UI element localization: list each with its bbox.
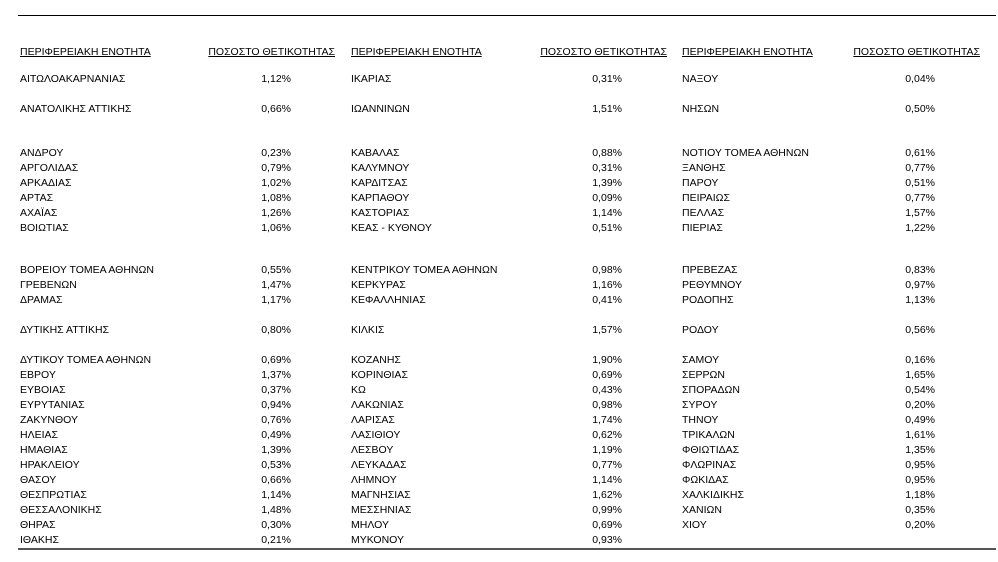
positivity-value: 1,62%	[592, 489, 622, 501]
positivity-value: 0,31%	[592, 73, 622, 85]
region-name: ΔΡΑΜΑΣ	[20, 294, 63, 306]
positivity-value: 1,48%	[261, 504, 291, 516]
region-name: ΛΗΜΝΟΥ	[351, 474, 397, 486]
region-name: ΣΥΡΟΥ	[682, 399, 718, 411]
positivity-value: 1,14%	[261, 489, 291, 501]
positivity-value: 1,35%	[905, 444, 935, 456]
positivity-value: 1,13%	[905, 294, 935, 306]
region-name: ΒΟΡΕΙΟΥ ΤΟΜΕΑ ΑΘΗΝΩΝ	[20, 264, 154, 276]
region-name: ΤΗΝΟΥ	[682, 414, 719, 426]
positivity-value: 0,55%	[261, 264, 291, 276]
positivity-value: 0,53%	[261, 459, 291, 471]
positivity-value: 1,26%	[261, 207, 291, 219]
positivity-value: 0,30%	[261, 519, 291, 531]
region-name: ΙΘΑΚΗΣ	[20, 534, 59, 546]
region-name: ΧΑΝΙΩΝ	[682, 504, 722, 516]
positivity-value: 0,66%	[261, 103, 291, 115]
region-name: ΛΕΣΒΟΥ	[351, 444, 394, 456]
region-name: ΚΩ	[351, 384, 366, 396]
positivity-value: 0,69%	[261, 354, 291, 366]
region-name: ΝΟΤΙΟΥ ΤΟΜΕΑ ΑΘΗΝΩΝ	[682, 147, 809, 159]
region-name: ΒΟΙΩΤΙΑΣ	[20, 222, 69, 234]
region-name: ΜΕΣΣΗΝΙΑΣ	[351, 504, 412, 516]
positivity-value: 1,39%	[261, 444, 291, 456]
region-name: ΘΕΣΠΡΩΤΙΑΣ	[20, 489, 87, 501]
region-name: ΘΗΡΑΣ	[20, 519, 56, 531]
positivity-value: 0,20%	[905, 399, 935, 411]
positivity-value: 0,49%	[905, 414, 935, 426]
region-name: ΚΟΖΑΝΗΣ	[351, 354, 401, 366]
region-name: ΦΩΚΙΔΑΣ	[682, 474, 729, 486]
region-name: ΞΑΝΘΗΣ	[682, 162, 726, 174]
region-name: ΑΙΤΩΛΟΑΚΑΡΝΑΝΙΑΣ	[20, 73, 126, 85]
positivity-value: 1,39%	[592, 177, 622, 189]
positivity-value: 1,16%	[592, 279, 622, 291]
positivity-value: 1,17%	[261, 294, 291, 306]
region-name: ΚΑΡΠΑΘΟΥ	[351, 192, 410, 204]
positivity-value: 1,61%	[905, 429, 935, 441]
region-name: ΖΑΚΥΝΘΟΥ	[20, 414, 79, 426]
positivity-value: 0,51%	[905, 177, 935, 189]
positivity-value: 0,76%	[261, 414, 291, 426]
region-name: ΠΑΡΟΥ	[682, 177, 719, 189]
region-name: ΚΑΣΤΟΡΙΑΣ	[351, 207, 410, 219]
positivity-value: 0,99%	[592, 504, 622, 516]
positivity-value: 0,61%	[905, 147, 935, 159]
positivity-value: 1,18%	[905, 489, 935, 501]
positivity-value: 0,80%	[261, 324, 291, 336]
positivity-value: 0,04%	[905, 73, 935, 85]
region-name: ΑΝΔΡΟΥ	[20, 147, 64, 159]
region-name: ΘΑΣΟΥ	[20, 474, 57, 486]
positivity-value: 0,51%	[592, 222, 622, 234]
header-positivity-col1: ΠΟΣΟΣΤΟ ΘΕΤΙΚΟΤΗΤΑΣ	[208, 46, 335, 58]
positivity-value: 0,69%	[592, 369, 622, 381]
positivity-value: 0,97%	[905, 279, 935, 291]
positivity-value: 1,14%	[592, 474, 622, 486]
region-name: ΧΙΟΥ	[682, 519, 707, 531]
positivity-value: 1,12%	[261, 73, 291, 85]
region-name: ΚΑΒΑΛΑΣ	[351, 147, 400, 159]
region-name: ΗΡΑΚΛΕΙΟΥ	[20, 459, 80, 471]
positivity-value: 0,35%	[905, 504, 935, 516]
region-name: ΝΗΣΩΝ	[682, 103, 720, 115]
region-name: ΑΝΑΤΟΛΙΚΗΣ ΑΤΤΙΚΗΣ	[20, 103, 132, 115]
region-name: ΚΑΛΥΜΝΟΥ	[351, 162, 410, 174]
positivity-value: 0,93%	[592, 534, 622, 546]
positivity-value: 1,02%	[261, 177, 291, 189]
region-name: ΗΛΕΙΑΣ	[20, 429, 59, 441]
positivity-value: 0,95%	[905, 474, 935, 486]
region-name: ΔΥΤΙΚΗΣ ΑΤΤΙΚΗΣ	[20, 324, 110, 336]
region-name: ΚΕΝΤΡΙΚΟΥ ΤΟΜΕΑ ΑΘΗΝΩΝ	[351, 264, 498, 276]
region-name: ΡΕΘΥΜΝΟΥ	[682, 279, 743, 291]
region-name: ΡΟΔΟΥ	[682, 324, 719, 336]
region-name: ΕΥΡΥΤΑΝΙΑΣ	[20, 399, 85, 411]
positivity-value: 0,83%	[905, 264, 935, 276]
positivity-value: 0,54%	[905, 384, 935, 396]
positivity-value: 1,90%	[592, 354, 622, 366]
positivity-value: 0,49%	[261, 429, 291, 441]
region-name: ΑΡΤΑΣ	[20, 192, 54, 204]
positivity-value: 0,20%	[905, 519, 935, 531]
positivity-value: 0,21%	[261, 534, 291, 546]
positivity-value: 0,77%	[592, 459, 622, 471]
positivity-value: 1,19%	[592, 444, 622, 456]
region-name: ΣΠΟΡΑΔΩΝ	[682, 384, 740, 396]
top-rule	[18, 15, 996, 16]
region-name: ΙΚΑΡΙΑΣ	[351, 73, 392, 85]
positivity-value: 0,95%	[905, 459, 935, 471]
region-name: ΚΙΛΚΙΣ	[351, 324, 385, 336]
positivity-value: 0,09%	[592, 192, 622, 204]
bottom-rule	[18, 548, 996, 550]
positivity-value: 0,43%	[592, 384, 622, 396]
header-region-col2: ΠΕΡΙΦΕΡΕΙΑΚΗ ΕΝΟΤΗΤΑ	[351, 46, 482, 58]
positivity-value: 1,22%	[905, 222, 935, 234]
region-name: ΑΡΓΟΛΙΔΑΣ	[20, 162, 79, 174]
region-name: ΗΜΑΘΙΑΣ	[20, 444, 68, 456]
region-name: ΙΩΑΝΝΙΝΩΝ	[351, 103, 410, 115]
region-name: ΝΑΞΟΥ	[682, 73, 719, 85]
positivity-value: 0,98%	[592, 399, 622, 411]
positivity-value: 1,57%	[592, 324, 622, 336]
region-name: ΚΕΑΣ - ΚΥΘΝΟΥ	[351, 222, 432, 234]
region-name: ΕΥΒΟΙΑΣ	[20, 384, 66, 396]
region-name: ΘΕΣΣΑΛΟΝΙΚΗΣ	[20, 504, 102, 516]
positivity-value: 0,37%	[261, 384, 291, 396]
positivity-value: 0,41%	[592, 294, 622, 306]
region-name: ΛΑΚΩΝΙΑΣ	[351, 399, 404, 411]
region-name: ΜΑΓΝΗΣΙΑΣ	[351, 489, 411, 501]
region-name: ΛΑΡΙΣΑΣ	[351, 414, 395, 426]
region-name: ΕΒΡΟΥ	[20, 369, 56, 381]
positivity-value: 1,74%	[592, 414, 622, 426]
region-name: ΚΕΦΑΛΛΗΝΙΑΣ	[351, 294, 426, 306]
positivity-value: 0,62%	[592, 429, 622, 441]
positivity-value: 1,14%	[592, 207, 622, 219]
region-name: ΡΟΔΟΠΗΣ	[682, 294, 734, 306]
positivity-value: 1,65%	[905, 369, 935, 381]
header-region-col3: ΠΕΡΙΦΕΡΕΙΑΚΗ ΕΝΟΤΗΤΑ	[682, 46, 813, 58]
region-name: ΚΕΡΚΥΡΑΣ	[351, 279, 406, 291]
region-name: ΑΧΑΪΑΣ	[20, 207, 58, 219]
region-name: ΣΑΜΟΥ	[682, 354, 720, 366]
positivity-value: 1,57%	[905, 207, 935, 219]
region-name: ΔΥΤΙΚΟΥ ΤΟΜΕΑ ΑΘΗΝΩΝ	[20, 354, 152, 366]
region-name: ΚΑΡΔΙΤΣΑΣ	[351, 177, 408, 189]
positivity-value: 0,50%	[905, 103, 935, 115]
region-name: ΠΡΕΒΕΖΑΣ	[682, 264, 738, 276]
region-name: ΤΡΙΚΑΛΩΝ	[682, 429, 735, 441]
positivity-value: 0,16%	[905, 354, 935, 366]
positivity-value: 1,47%	[261, 279, 291, 291]
positivity-value: 0,88%	[592, 147, 622, 159]
positivity-value: 0,77%	[905, 162, 935, 174]
region-name: ΦΛΩΡΙΝΑΣ	[682, 459, 737, 471]
positivity-value: 0,31%	[592, 162, 622, 174]
positivity-value: 0,66%	[261, 474, 291, 486]
header-region-col1: ΠΕΡΙΦΕΡΕΙΑΚΗ ΕΝΟΤΗΤΑ	[20, 46, 151, 58]
positivity-value: 1,51%	[592, 103, 622, 115]
positivity-value: 1,37%	[261, 369, 291, 381]
region-name: ΑΡΚΑΔΙΑΣ	[20, 177, 72, 189]
region-name: ΓΡΕΒΕΝΩΝ	[20, 279, 77, 291]
region-name: ΠΕΛΛΑΣ	[682, 207, 725, 219]
positivity-value: 1,06%	[261, 222, 291, 234]
header-positivity-col3: ΠΟΣΟΣΤΟ ΘΕΤΙΚΟΤΗΤΑΣ	[853, 46, 980, 58]
positivity-value: 0,77%	[905, 192, 935, 204]
region-name: ΚΟΡΙΝΘΙΑΣ	[351, 369, 408, 381]
positivity-value: 1,08%	[261, 192, 291, 204]
positivity-value: 0,79%	[261, 162, 291, 174]
positivity-value: 0,98%	[592, 264, 622, 276]
region-name: ΛΕΥΚΑΔΑΣ	[351, 459, 407, 471]
positivity-value: 0,94%	[261, 399, 291, 411]
positivity-value: 0,56%	[905, 324, 935, 336]
region-name: ΜΥΚΟΝΟΥ	[351, 534, 405, 546]
positivity-value: 0,69%	[592, 519, 622, 531]
region-name: ΣΕΡΡΩΝ	[682, 369, 725, 381]
positivity-value: 0,23%	[261, 147, 291, 159]
region-name: ΠΕΙΡΑΙΩΣ	[682, 192, 730, 204]
region-name: ΜΗΛΟΥ	[351, 519, 389, 531]
region-name: ΦΘΙΩΤΙΔΑΣ	[682, 444, 740, 456]
region-name: ΛΑΣΙΘΙΟΥ	[351, 429, 401, 441]
region-name: ΠΙΕΡΙΑΣ	[682, 222, 723, 234]
header-positivity-col2: ΠΟΣΟΣΤΟ ΘΕΤΙΚΟΤΗΤΑΣ	[540, 46, 667, 58]
region-name: ΧΑΛΚΙΔΙΚΗΣ	[682, 489, 744, 501]
